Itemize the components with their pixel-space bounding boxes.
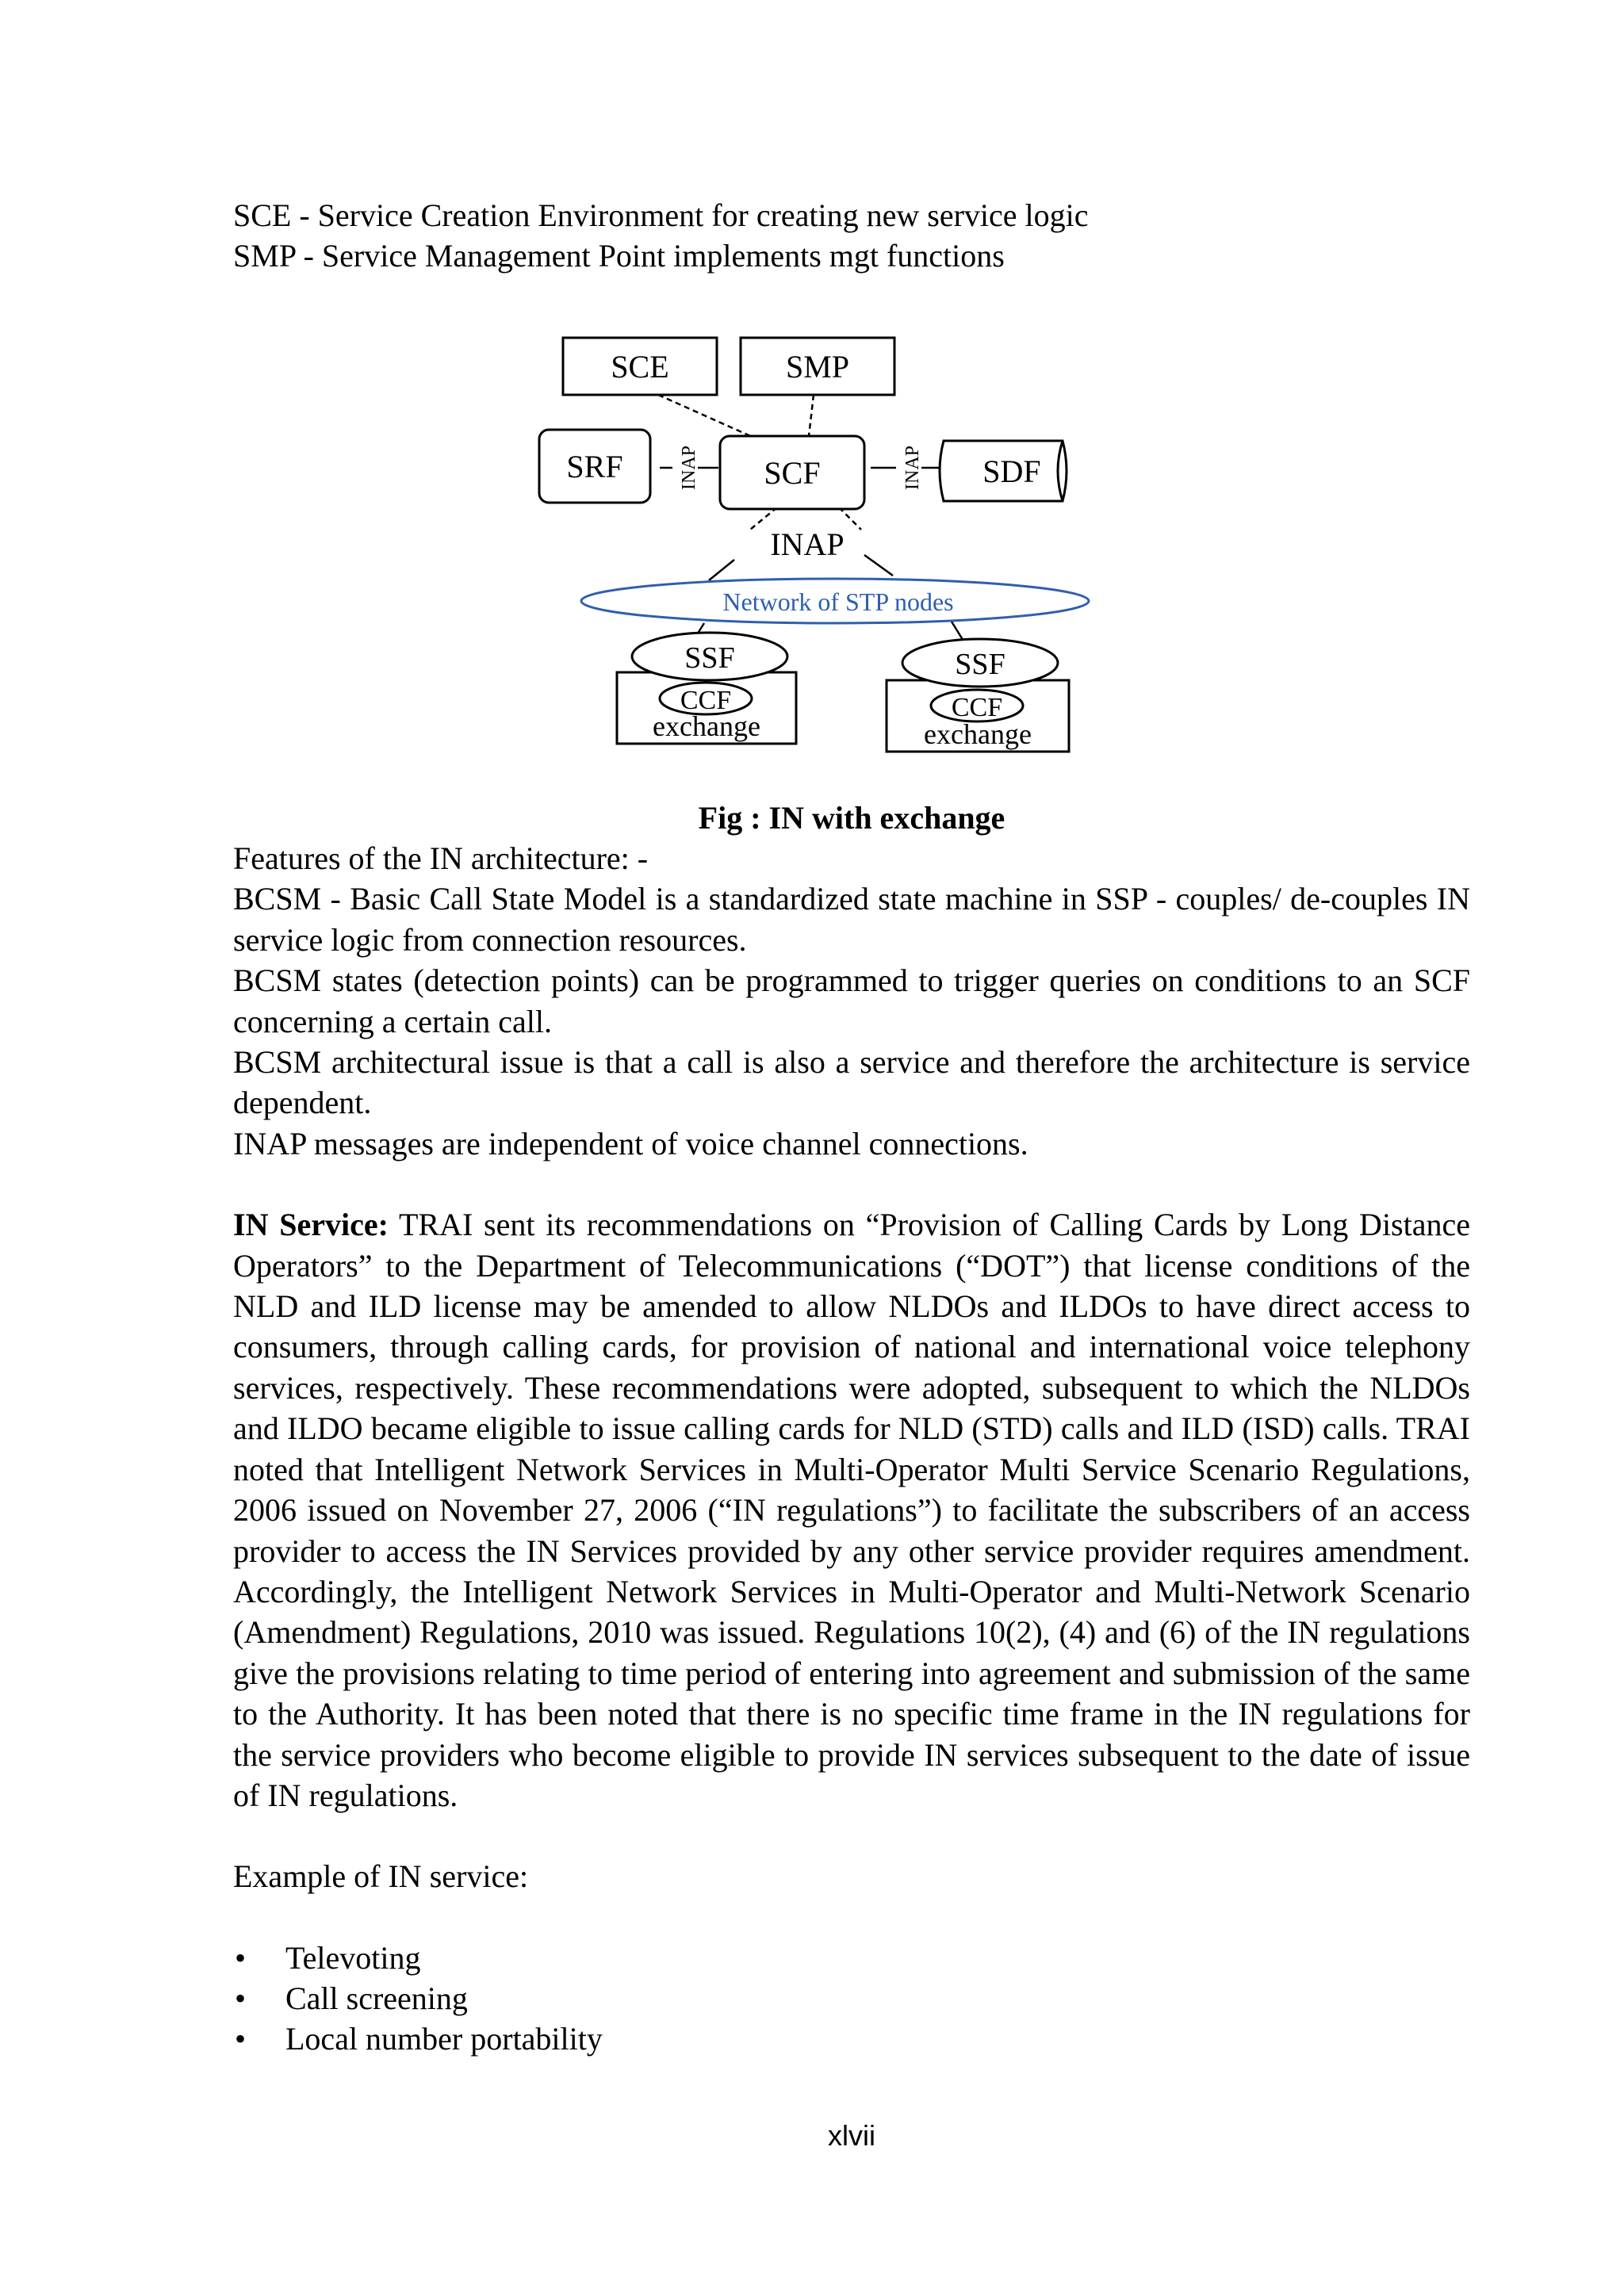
srf-label: SRF: [566, 449, 623, 484]
inap-left-label: INAP: [679, 445, 699, 491]
sdf-label: SDF: [982, 453, 1041, 489]
paragraph-spacer: [233, 1164, 1470, 1204]
list-item-text: Call screening: [285, 1980, 468, 2016]
diagram-canvas: [531, 331, 1118, 767]
sce-label: SCE: [611, 349, 669, 385]
list-item: [233, 2019, 1470, 2059]
ssf-right-label: SSF: [955, 648, 1005, 681]
examples-heading: Example of IN service:: [233, 1858, 529, 1895]
smp-label: SMP: [785, 349, 850, 385]
feature-line: BCSM - Basic Call State Model is a standardized state machine in SSP - couples/ de-couples IN service logic from connection resources.: [233, 881, 1470, 958]
list-item-text: Local number portability: [285, 2020, 603, 2057]
bullet-icon: •: [235, 1980, 247, 2016]
feature-line: INAP messages are independent of voice channel connections.: [233, 1125, 1028, 1161]
examples-list: [233, 1938, 1470, 2059]
connector-inap-network-left: [709, 560, 734, 580]
bullet-icon: •: [235, 2020, 247, 2057]
in-architecture-diagram: [531, 331, 1118, 767]
ssf-left-label: SSF: [684, 641, 735, 675]
definition-smp: SMP - Service Management Point implements mgt functions: [233, 238, 1005, 274]
scf-label: SCF: [764, 455, 821, 491]
definition-sce: SCE - Service Creation Environment for creating new service logic: [233, 197, 1089, 233]
connector-smp-scf: [809, 395, 814, 436]
connector-inap-network-right: [864, 555, 893, 576]
page-number: xlvii: [828, 2119, 875, 2152]
list-item: [233, 1978, 1470, 2019]
list-item-text: Televoting: [285, 1939, 421, 1976]
ccf-left-label: CCF: [680, 686, 732, 715]
inap-center-label: INAP: [770, 526, 845, 562]
main-text: [233, 838, 1470, 2059]
connector-sce-scf: [658, 395, 761, 441]
exchange-right-label: exchange: [924, 718, 1032, 750]
list-item: [233, 1938, 1470, 1978]
paragraph-spacer: [233, 1816, 1470, 1856]
network-label: Network of STP nodes: [722, 587, 954, 616]
bullet-icon: •: [235, 1939, 247, 1976]
figure-caption: Fig : IN with exchange: [698, 800, 1005, 836]
features-heading: Features of the IN architecture: -: [233, 840, 649, 876]
in-service-paragraph: [233, 1204, 1470, 1816]
exchange-left-label: exchange: [653, 710, 760, 742]
inap-right-label: INAP: [902, 445, 923, 491]
in-service-label: IN Service:: [233, 1207, 389, 1243]
paragraph-spacer: [233, 1897, 1470, 1938]
feature-line: BCSM architectural issue is that a call is also a service and therefore the architecture is service dependent.: [233, 1044, 1470, 1121]
feature-line: BCSM states (detection points) can be programmed to trigger queries on conditions to an SCF concerning a certain call.: [233, 962, 1470, 1039]
ccf-right-label: CCF: [951, 693, 1003, 722]
in-service-text: TRAI sent its recommendations on “Provision of Calling Cards by Long Distance Operators” to the Department of Telecommunications (“DOT”) that license conditions of the NLD and ILD license may be amended to allow NLDOs and ILDOs to have direct access to consumers, through calling cards, for provision of national and international voice telephony services, respectively. These recommendations were adopted, subsequent to which the NLDOs and ILDO became eligible to issue calling cards for NLD (STD) calls and ILD (ISD) calls. TRAI noted that Intelligent Network Services in Multi-Operator Multi Service Scenario Regulations, 2006 issued on November 27, 2006 (“IN regulations”) to facilitate the subscribers of an access provider to access the IN Services provided by any other service provider requires amendment. Accordingly, the Intelligent Network Services in Multi-Operator and Multi-Network Scenario (Amendment) Regulations, 2010 was issued. Regulations 10(2), (4) and (6) of the IN regulations give the provisions relating to time period of entering into agreement and submission of the same to the Authority. It has been noted that there is no specific time frame in the IN regulations for the service providers who become eligible to provide IN services subsequent to the date of issue of IN regulations.: [233, 1207, 1470, 1813]
definitions: [233, 195, 1470, 276]
